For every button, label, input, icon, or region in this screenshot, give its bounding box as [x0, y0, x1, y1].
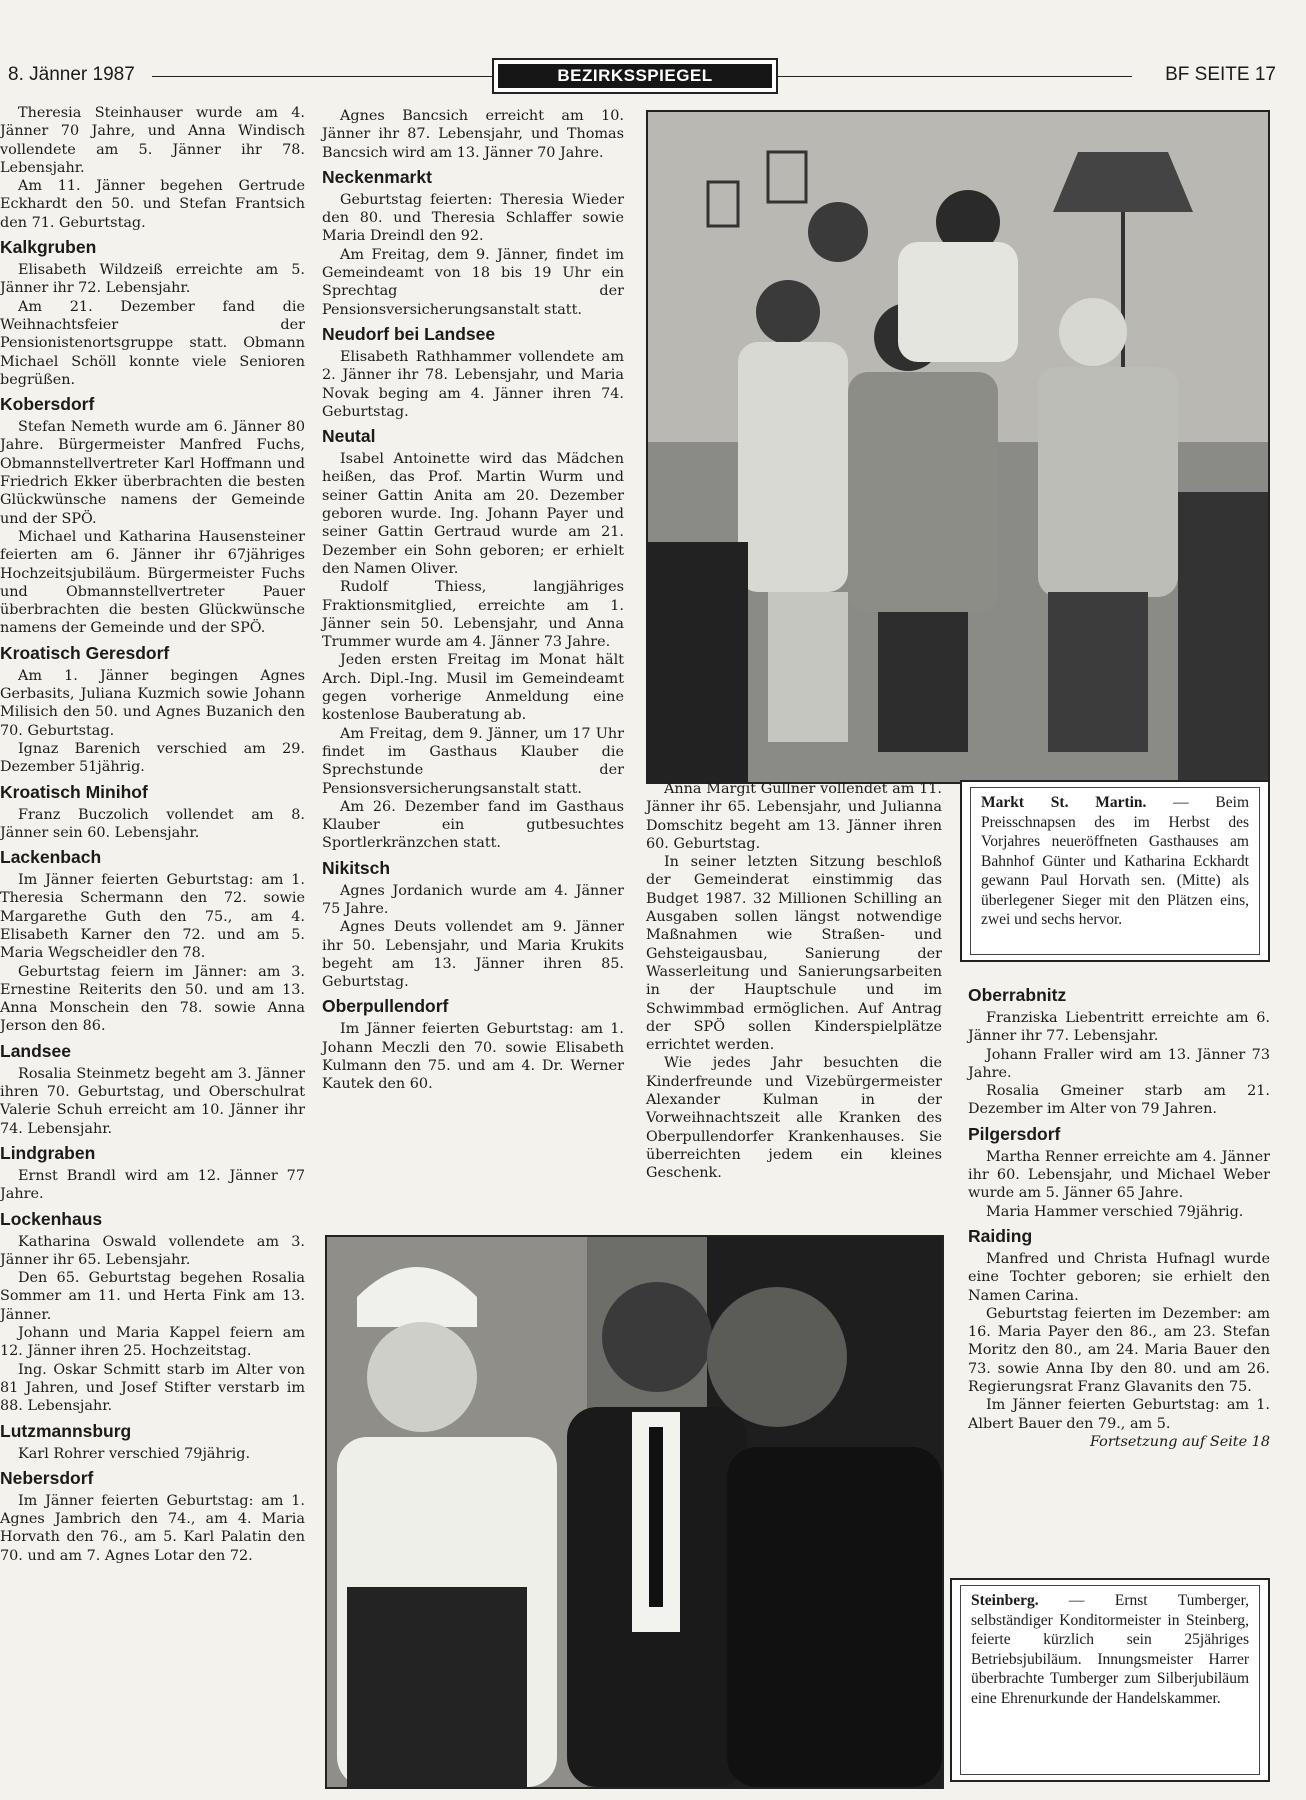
- page-header: [0, 58, 1306, 98]
- award-photo-graphic: [327, 1237, 942, 1787]
- paragraph: Johann und Maria Kappel feiern am 12. Jänner ihren 25. Hochzeitstag.: [0, 1325, 305, 1360]
- photo-caption: [950, 1578, 1270, 1782]
- paragraph: Johann Fraller wird am 13. Jänner 73 Jahre.: [968, 1046, 1270, 1081]
- paragraph: Den 65. Geburtstag begehen Rosalia Sommer am 11. und Herta Fink am 13. Jänner.: [0, 1270, 305, 1323]
- paragraph: Michael und Katharina Hausensteiner feierten am 6. Jänner ihr 67jähriges Hochzeitsjubiläum. Bürgermeister Fuchs und Obmannstellvertreter Pauer überbrachten die besten Glückwünsche namens der Gemeinde und der SPÖ.: [0, 528, 305, 637]
- section-heading: Neutal: [322, 426, 376, 447]
- paragraph: Rosalia Steinmetz begeht am 3. Jänner ihren 70. Geburtstag, und Oberschulrat Valerie Schuh erreicht am 10. Jänner ihr 74. Lebensjahr.: [0, 1065, 305, 1137]
- paragraph: Am 26. Dezember fand im Gasthaus Klauber ein gutbesuchtes Sportlerkränzchen statt.: [322, 798, 624, 852]
- issue-date: 8. Jänner 1987: [8, 64, 135, 85]
- paragraph: Elisabeth Wildzeiß erreichte am 5. Jänner ihr 72. Lebensjahr.: [0, 262, 305, 297]
- paragraph: Anna Margit Gullner vollendet am 11. Jänner ihr 65. Lebensjahr, und Julianna Domschitz begeht am 13. Jänner ihren 60. Geburtstag.: [646, 781, 942, 852]
- paragraph: Am 1. Jänner begingen Agnes Gerbasits, Juliana Kuzmich sowie Johann Milisich den 50. und Agnes Buzanich den 70. Geburtstag.: [0, 667, 305, 739]
- section-heading: Neckenmarkt: [322, 166, 432, 187]
- paragraph: Geburtstag feierten: Theresia Wieder den 80. und Theresia Schlaffer sowie Maria Dreindl den 92.: [322, 191, 624, 245]
- paragraph: Am 21. Dezember fand die Weihnachtsfeier der Pensionistenortsgruppe statt. Obmann Michael Schöll konnte viele Senioren begrüßen.: [0, 298, 305, 388]
- section-heading: Lutzmannsburg: [0, 1420, 132, 1441]
- paragraph: Im Jänner feierten Geburtstag: am 1. Johann Meczli den 70. sowie Elisabeth Kulmann den 75. und am 4. Dr. Werner Kautek den 60.: [322, 1021, 624, 1093]
- paragraph: Manfred und Christa Hufnagl wurde eine Tochter geboren; sie erhielt den Namen Carina.: [968, 1250, 1270, 1304]
- header-rule-left: [152, 76, 492, 77]
- award-photo: [325, 1235, 944, 1789]
- caption-lead: Markt St. Martin.: [981, 794, 1147, 811]
- paragraph: Am Freitag, dem 9. Jänner, findet im Gemeindeamt von 18 bis 19 Uhr ein Sprechtag der Pensionsversicherungsanstalt statt.: [322, 246, 624, 318]
- section-title: BEZIRKSSPIEGEL: [498, 64, 772, 88]
- paragraph: Maria Hammer verschied 79jährig.: [986, 1203, 1244, 1220]
- paragraph: Ing. Oskar Schmitt starb im Alter von 81 Jahren, und Josef Stifter verstarb im 88. Lebensjahr.: [0, 1361, 305, 1415]
- paragraph: Ernst Brandl wird am 12. Jänner 77 Jahre.: [0, 1167, 305, 1203]
- section-heading: Kroatisch Minihof: [0, 781, 148, 802]
- caption-frame: [960, 1585, 1260, 1775]
- paragraph: Franz Buczolich vollendet am 8. Jänner sein 60. Lebensjahr.: [0, 806, 305, 841]
- photo-caption: [960, 780, 1270, 962]
- section-heading: Lockenhaus: [0, 1208, 103, 1229]
- paragraph: Rudolf Thiess, langjähriges Fraktionsmitglied, erreichte am 1. Jänner sein 50. Lebensjahr, und Anna Trummer wurde am 4. Jänner 73 Jahre.: [322, 579, 624, 651]
- section-banner: [492, 58, 778, 94]
- column-1: [0, 104, 305, 1565]
- caption-frame: [970, 787, 1260, 955]
- paragraph: Martha Renner erreichte am 4. Jänner ihr 60. Lebensjahr, und Michael Weber wurde am 5. Jänner 65 Jahre.: [968, 1148, 1270, 1202]
- section-heading: Oberrabnitz: [968, 985, 1067, 1005]
- paragraph: Im Jänner feierten Geburtstag: am 1. Theresia Schermann den 72. sowie Margarethe Guth den 75., am 4. Elisabeth Karner den 72. und am 5. Maria Wegscheidler den 78.: [0, 872, 305, 962]
- section-heading: Kobersdorf: [0, 394, 95, 415]
- caption-text: — Beim Preisschnapsen des im Herbst des Vorjahres neueröffneten Gasthauses am Bahnhof Günter und Katharina Eckhardt gewann Paul Horvath sen. (Mitte) als überlegener Sieger mit den Plätzen eins, zwei und sechs hervor.: [981, 794, 1249, 928]
- paragraph: Geburtstag feiern im Jänner: am 3. Ernestine Reiterits den 50. und am 13. Anna Monschein den 78. sowie Anna Jerson den 86.: [0, 963, 305, 1035]
- section-heading: Raiding: [968, 1225, 1033, 1246]
- paragraph: Wie jedes Jahr besuchten die Kinderfreunde und Vizebürgermeister Alexander Kulman in der Vorweihnachtszeit alle Kranken des Oberpullendorfer Krankenhauses. Sie überreichten jedem ein kleines Geschenk.: [646, 1055, 942, 1182]
- group-photo-graphic: [648, 112, 1268, 782]
- page-number: BF SEITE 17: [1165, 64, 1276, 85]
- paragraph: Franziska Liebentritt erreichte am 6. Jänner ihr 77. Lebensjahr.: [968, 1010, 1270, 1045]
- paragraph: Rosalia Gmeiner starb am 21. Dezember im Alter von 79 Jahren.: [968, 1083, 1270, 1118]
- section-heading: Oberpullendorf: [322, 996, 449, 1017]
- group-photo: [646, 110, 1270, 784]
- column-3: [646, 780, 942, 1183]
- section-heading: Landsee: [0, 1040, 71, 1061]
- caption-text: — Ernst Tumberger, selbständiger Konditormeister in Steinberg, feierte kürzlich sein 25jähriges Betriebsjubiläum. Innungsmeister Harrer überbrachte Tumberger zum Silberjubiläum eine Ehrenurkunde der Handelskammer.: [971, 1592, 1249, 1707]
- paragraph: Theresia Steinhauser wurde am 4. Jänner 70 Jahre, und Anna Windisch vollendete am 5. Jänner ihr 78. Lebensjahr.: [0, 105, 305, 176]
- continued-note: Fortsetzung auf Seite 18: [1089, 1433, 1270, 1450]
- section-heading: Nebersdorf: [0, 1467, 94, 1488]
- paragraph: Jeden ersten Freitag im Monat hält Arch. Dipl.-Ing. Musil im Gemeindeamt gegen vorherige Anmeldung eine kostenlose Bauberatung ab.: [322, 652, 624, 724]
- header-rule-right: [776, 76, 1132, 77]
- section-heading: Kroatisch Geresdorf: [0, 642, 170, 663]
- paragraph: Geburtstag feierten im Dezember: am 16. Maria Payer den 86., am 23. Stefan Moritz den 80., am 24. Maria Bauer den 73. sowie Anna Iby den 80. und am 26. Regierungsrat Franz Glavanits den 75.: [968, 1305, 1270, 1396]
- column-4: [968, 980, 1270, 1451]
- paragraph: Isabel Antoinette wird das Mädchen heißen, das Prof. Martin Wurm und seiner Gattin Anita am 20. Dezember geboren wurde. Ing. Johann Payer und seiner Gattin Gertraud wurde am 21. Dezember ein Sohn geboren; er erhielt den Namen Oliver.: [322, 451, 624, 577]
- paragraph: Im Jänner feierten Geburtstag: am 1. Albert Bauer den 79., am 5.: [968, 1397, 1270, 1432]
- paragraph: Im Jänner feierten Geburtstag: am 1. Agnes Jambrich den 74., am 4. Maria Horvath den 76., am 5. Karl Palatin den 70. und am 7. Agnes Lotar den 72.: [0, 1492, 305, 1564]
- paragraph: Stefan Nemeth wurde am 6. Jänner 80 Jahre. Bürgermeister Manfred Fuchs, Obmannstellvertreter Karl Hoffmann und Friedrich Ekker überbrachten die besten Glückwünsche namens der Gemeinde und der SPÖ.: [0, 419, 305, 527]
- paragraph: Ignaz Barenich verschied am 29. Dezember 51jährig.: [0, 740, 305, 776]
- caption-lead: Steinberg.: [971, 1592, 1039, 1609]
- paragraph: Agnes Bancsich erreicht am 10. Jänner ihr 87. Lebensjahr, und Thomas Bancsich wird am 13. Jänner 70 Jahre.: [322, 108, 624, 161]
- paragraph: Agnes Jordanich wurde am 4. Jänner 75 Jahre.: [322, 882, 624, 917]
- section-heading: Neudorf bei Landsee: [322, 323, 496, 344]
- paragraph: Elisabeth Rathhammer vollendete am 2. Jänner ihr 78. Lebensjahr, und Maria Novak beging am 4. Jänner ihren 74. Geburtstag.: [322, 348, 624, 420]
- paragraph: Agnes Deuts vollendet am 9. Jänner ihr 50. Lebensjahr, und Maria Krukits begeht am 13. Jänner ihren 85. Geburtstag.: [322, 919, 624, 991]
- paragraph: Am 11. Jänner begehen Gertrude Eckhardt den 50. und Stefan Frantsich den 71. Geburtstag.: [0, 178, 305, 231]
- paragraph: In seiner letzten Sitzung beschloß der Gemeinderat einstimmig das Budget 1987. 32 Millionen Schilling an Ausgaben sollen längst notwendige Maßnahmen wie Straßen- und Gehsteigausbau, Sanierung der Wasserleitung und Sanierungsarbeiten in der Hauptschule und im Schwimmbad ermöglichen. Auf Antrag der SPÖ sollen Kinderspielplätze errichtet werden.: [646, 854, 942, 1054]
- paragraph: Katharina Oswald vollendete am 3. Jänner ihr 65. Lebensjahr.: [0, 1233, 305, 1268]
- section-heading: Kalkgruben: [0, 237, 97, 258]
- section-heading: Lindgraben: [0, 1142, 96, 1163]
- section-heading: Lackenbach: [0, 847, 102, 868]
- section-heading: Pilgersdorf: [968, 1123, 1061, 1144]
- paragraph: Am Freitag, dem 9. Jänner, um 17 Uhr findet im Gasthaus Klauber die Sprechstunde der Pensionsversicherungsanstalt statt.: [322, 725, 624, 797]
- section-heading: Nikitsch: [322, 857, 391, 878]
- column-2: [322, 107, 624, 1094]
- paragraph: Karl Rohrer verschied 79jährig.: [18, 1445, 251, 1462]
